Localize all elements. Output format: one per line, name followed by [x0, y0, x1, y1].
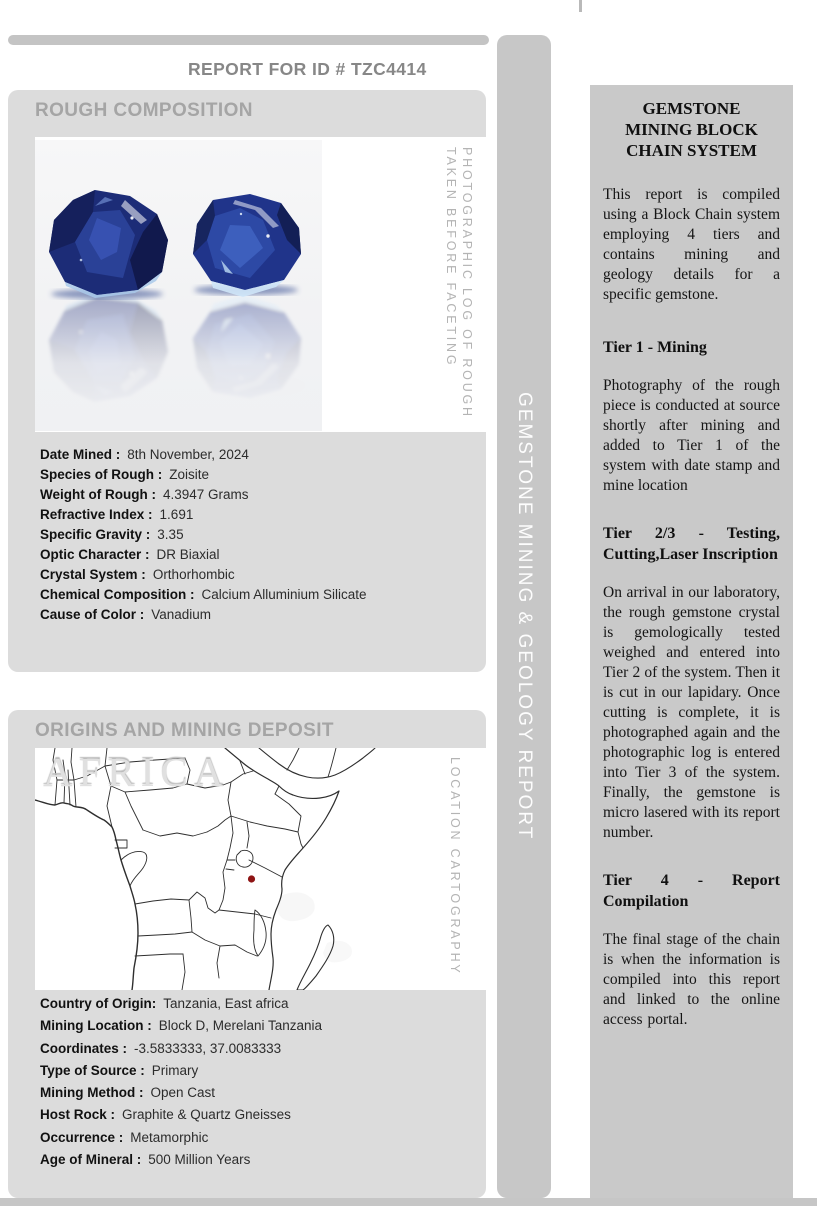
field-value: Graphite & Quartz Gneisses: [122, 1107, 291, 1123]
rough-composition-fields: [40, 445, 367, 625]
field-row: [40, 525, 367, 545]
field-label: Type of Source :: [40, 1062, 145, 1078]
field-row: [40, 1082, 322, 1104]
top-edge-tick: [579, 0, 582, 12]
field-label: Country of Origin:: [40, 996, 157, 1011]
blockchain-panel-title: GEMSTONE MINING BLOCK CHAIN SYSTEM: [625, 99, 758, 160]
field-label: Species of Rough :: [40, 467, 163, 482]
field-value: 3.35: [157, 527, 184, 542]
field-label: Chemical Composition :: [40, 587, 195, 602]
field-row: [40, 445, 367, 465]
origins-header: ORIGINS AND MINING DEPOSIT: [35, 720, 334, 741]
rough-composition-header: ROUGH COMPOSITION: [35, 100, 253, 121]
field-label: Optic Character :: [40, 547, 150, 562]
field-value: Calcium Alluminium Silicate: [201, 587, 367, 602]
blockchain-info-panel: [590, 85, 793, 1198]
field-row: [40, 485, 367, 505]
blockchain-intro-paragraph: This report is compiled using a Block Chain system employing 4 tiers and contains mining and geology details for a specific gemstone.: [603, 186, 780, 303]
field-value: Orthorhombic: [152, 567, 235, 582]
field-value: 500 Million Years: [148, 1152, 251, 1168]
field-row: [40, 1104, 322, 1126]
photo-log-caption: [443, 147, 475, 419]
top-divider-bar: [8, 35, 489, 45]
field-value: Open Cast: [150, 1085, 216, 1101]
field-value: Vanadium: [151, 607, 212, 622]
vertical-report-banner-text: GEMSTONE MINING & GEOLOGY REPORT: [514, 392, 535, 841]
rough-photo-area: [35, 137, 490, 432]
field-label: Cause of Color :: [40, 607, 145, 622]
vertical-report-banner: [497, 35, 551, 1198]
field-row: [40, 465, 367, 485]
field-label: Coordinates :: [40, 1040, 128, 1056]
tier1-heading: Tier 1 - Mining: [603, 339, 707, 356]
field-label: Mining Method :: [40, 1085, 144, 1101]
field-row: [40, 1149, 322, 1171]
tier4-paragraph: The final stage of the chain is when the information is compiled into this report and linked to the online access portal.: [603, 931, 780, 1028]
field-value: Zoisite: [169, 467, 210, 482]
field-row: [40, 1015, 322, 1037]
photo-log-caption-line1: PHOTOGRAPHIC LOG OF ROUGH: [460, 147, 474, 419]
field-label: Mining Location :: [40, 1018, 152, 1034]
field-row: [40, 585, 367, 605]
mine-location-marker: [248, 875, 255, 882]
report-id-title: REPORT FOR ID # TZC4414: [188, 59, 427, 79]
field-value: 1.691: [159, 507, 194, 522]
bottom-edge-strip: [0, 1198, 817, 1206]
field-row: [40, 505, 367, 525]
photo-log-caption-line2: TAKEN BEFORE FACETING: [444, 147, 458, 368]
field-value: 4.3947 Grams: [162, 487, 249, 502]
field-value: Metamorphic: [130, 1129, 209, 1145]
field-label: Occurrence :: [40, 1129, 124, 1145]
tier1-paragraph: Photography of the rough piece is conducted at source shortly after mining and added to Tier 1 of the system with date stamp and mine location: [603, 377, 780, 494]
africa-watermark: AFRICA: [43, 749, 230, 795]
tier23-heading: Tier 2/3 - Testing, Cutting,Laser Inscription: [603, 525, 780, 563]
origins-fields: [40, 993, 322, 1171]
field-row: [40, 1038, 322, 1060]
field-value: DR Biaxial: [156, 547, 220, 562]
field-row: [40, 993, 322, 1015]
field-value: Block D, Merelani Tanzania: [158, 1018, 323, 1034]
field-row: [40, 605, 367, 625]
map-caption: LOCATION CARTOGRAPHY: [448, 757, 462, 976]
field-value: Primary: [151, 1062, 199, 1078]
field-label: Crystal System :: [40, 567, 146, 582]
field-label: Refractive Index :: [40, 507, 153, 522]
field-label: Specific Gravity :: [40, 527, 151, 542]
field-value: 8th November, 2024: [127, 447, 249, 462]
tier4-heading: Tier 4 - Report Compilation: [603, 872, 780, 910]
tier23-paragraph: On arrival in our laboratory, the rough gemstone crystal is gemologically tested weighed and entered into Tier 2 of the system. Then it is cut in our lapidary. Once cutting is complete, it is photographed again and the photographic log is entered into Tier 3 of the system. Finally, the gemstone is micro lasered with its report number.: [603, 584, 780, 841]
field-row: [40, 565, 367, 585]
rough-gemstones-photo: [35, 140, 322, 431]
field-label: Age of Mineral :: [40, 1152, 142, 1168]
field-label: Weight of Rough :: [40, 487, 156, 502]
field-row: [40, 1127, 322, 1149]
field-row: [40, 1060, 322, 1082]
field-row: [40, 545, 367, 565]
field-value: -3.5833333, 37.0083333: [134, 1040, 282, 1056]
mining-location-map: [35, 748, 490, 990]
field-label: Host Rock :: [40, 1107, 116, 1123]
field-label: Date Mined :: [40, 447, 121, 462]
field-value: Tanzania, East africa: [163, 996, 289, 1011]
